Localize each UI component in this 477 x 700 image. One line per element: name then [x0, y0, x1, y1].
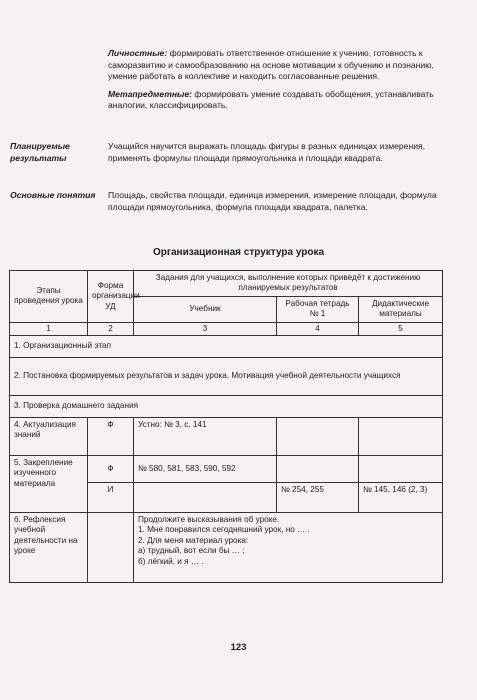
stage-6-line: 1. Мне понравился сегодняшний урок, но … .	[138, 525, 310, 535]
col-num-2: 2	[88, 322, 134, 335]
stage-6-form	[88, 513, 134, 583]
header-didactic: Дидактические материалы	[359, 296, 443, 322]
meta-label: Метапредметные:	[108, 88, 193, 99]
planned-text: Учащийся научится выражать площадь фигуры в разных единицах измерения, применять формулы площади прямоугольника и площади квадрата.	[108, 141, 426, 163]
stage-5-didactic-empty	[359, 456, 443, 483]
stage-6-line: а) трудный, вот если бы … ;	[138, 546, 245, 556]
stage-1: 1. Организационный этап	[10, 336, 443, 358]
stage-5-workbook-empty	[277, 456, 359, 483]
stage-4-workbook	[277, 418, 359, 456]
stage-5-form-1: Ф	[88, 456, 134, 483]
stage-3: 3. Проверка домашнего задания	[10, 396, 443, 418]
stage-2: 2. Постановка формируемых результатов и задач урока. Мотивация учебной деятельности учащихся	[10, 358, 443, 396]
stage-5-textbook-empty	[134, 483, 277, 513]
meta-results	[108, 89, 438, 112]
concepts-text: Площадь, свойства площади, единица измерения, измерение площади, формула площади прямоугольника, формула площади квадрата, палетка.	[108, 190, 437, 212]
stage-4-form: Ф	[88, 418, 134, 456]
header-stages: Этапы проведения урока	[10, 271, 88, 323]
stage-5-form-2: И	[88, 483, 134, 513]
stage-5-textbook: № 580, 581, 583, 590, 592	[134, 456, 277, 483]
personal-text: формировать ответственное отношение к учению, готовность к саморазвитию и самообразованию на основе мотивации к обучению и познанию, умение работать в коллективе и находить согласованные решения.	[108, 48, 434, 82]
header-form: Форма организации УД	[88, 271, 134, 323]
personal-results	[108, 48, 438, 83]
stage-5-didactic: № 145, 146 (2, 3)	[359, 483, 443, 513]
concepts-label: Основные понятия	[10, 190, 96, 200]
stage-6: 6. Рефлексия учебной деятельности на уроке	[10, 513, 88, 583]
stage-6-line: б) лёгкий, и я … .	[138, 556, 204, 566]
stage-5-workbook: № 254, 255	[277, 483, 359, 513]
personal-label: Личностные:	[108, 48, 168, 58]
col-num-1: 1	[10, 322, 88, 335]
stage-6-tasks	[134, 513, 443, 583]
stage-5: 5. Закрепление изученного материала	[10, 456, 88, 513]
header-textbook: Учебник	[134, 296, 277, 322]
col-num-4: 4	[277, 322, 359, 335]
header-tasks: Задания для учащихся, выполнение которых приведёт к достижению планируемых результатов	[134, 271, 443, 297]
meta-text: формировать умение создавать обобщения, устанавливать аналогии, классифицировать.	[108, 88, 434, 111]
intro-block	[108, 48, 438, 118]
col-num-5: 5	[359, 322, 443, 335]
table-title: Организационная структура урока	[152, 247, 325, 258]
header-workbook: Рабочая тетрадь № 1	[277, 296, 359, 322]
stage-6-line: Продолжите высказывания об уроке.	[138, 515, 280, 525]
page-number: 123	[230, 642, 247, 653]
planned-label: Планируемые результаты	[10, 141, 70, 163]
stage-4: 4. Актуализация знаний	[10, 418, 88, 456]
col-num-3: 3	[134, 322, 277, 335]
stage-4-textbook: Устно: № 3, с. 141	[134, 418, 277, 456]
stage-4-didactic	[359, 418, 443, 456]
lesson-structure-table	[9, 270, 443, 583]
stage-6-line: 2. Для меня материал урока:	[138, 535, 249, 545]
